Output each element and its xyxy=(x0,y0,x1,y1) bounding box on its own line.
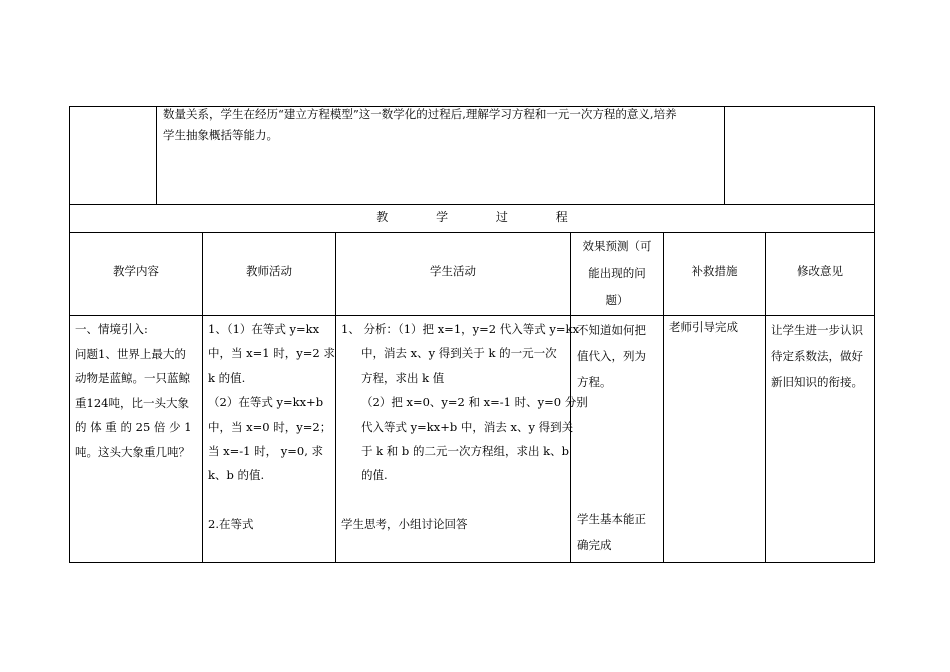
objectives-line: 学生抽象概括等能力。 xyxy=(163,128,278,142)
student-line: 代入等式 y=kx+b 中，消去 x、y 得到关 xyxy=(361,419,574,434)
teacher-line: 中，当 x=1 时，y=2 求 xyxy=(208,346,335,361)
teacher-line xyxy=(208,488,335,512)
objectives-line: 数量关系，学生在经历“建立方程模型”这一数学化的过程后,理解学习方程和一元一次方程的意义,培养 xyxy=(163,107,677,121)
student-line: 方程，求出 k 值 xyxy=(361,370,445,385)
content-line: 重124吨，比一头大象 xyxy=(75,395,189,410)
cell-content xyxy=(75,317,192,464)
student-line xyxy=(341,488,588,512)
cell-remedy xyxy=(669,317,738,338)
student-line: 的值. xyxy=(361,468,388,483)
cell-effect-top xyxy=(577,317,646,395)
teacher-line: k、b 的值. xyxy=(208,468,265,483)
objectives-text xyxy=(163,104,677,146)
student-line: 中，消去 x、y 得到关于 k 的一元一次 xyxy=(361,346,557,361)
student-line: （2）把 x=0、y=2 和 x=-1 时、y=0 分别 xyxy=(361,395,588,410)
effect-line: 值代入，列为 xyxy=(577,349,646,363)
section-title: 教 学 过 程 xyxy=(376,210,590,224)
effect-line: 确完成 xyxy=(577,538,612,552)
border-bottom xyxy=(69,562,875,563)
border-left xyxy=(69,106,70,563)
effect-line: 不知道如何把 xyxy=(577,323,646,337)
content-line: 动物是蓝鲸。一只蓝鲸 xyxy=(75,371,190,385)
objectives-divider-right xyxy=(724,106,725,204)
border-title-bottom xyxy=(69,232,875,233)
header-student: 学生活动 xyxy=(430,264,476,278)
remedy-line: 老师引导完成 xyxy=(669,320,738,334)
effect-line: 学生基本能正 xyxy=(577,512,646,526)
header-revise: 修改意见 xyxy=(797,264,843,278)
effect-line: 方程。 xyxy=(577,375,612,389)
header-content: 教学内容 xyxy=(113,264,159,278)
student-line: 于 k 和 b 的二元一次方程组，求出 k、b xyxy=(361,444,569,459)
objectives-divider-left xyxy=(156,106,157,204)
header-remedy: 补救措施 xyxy=(691,264,738,278)
content-line: 一、情境引入: xyxy=(75,322,148,336)
revise-line: 新旧知识的衔接。 xyxy=(771,375,863,389)
header-teacher: 教师活动 xyxy=(246,264,292,278)
col-divider-2 xyxy=(335,232,336,562)
teacher-line: （2）在等式 y=kx+b xyxy=(208,395,324,410)
cell-student xyxy=(341,317,588,537)
teacher-line: k 的值. xyxy=(208,370,246,385)
border-header-bottom xyxy=(69,315,875,316)
student-line: 1、 分析：（1）把 x=1，y=2 代入等式 y=kx xyxy=(341,322,579,336)
student-line: 学生思考，小组讨论回答 xyxy=(341,517,468,532)
revise-line: 待定系数法，做好 xyxy=(771,349,863,363)
teacher-line: 2.在等式 xyxy=(208,517,254,532)
revise-line: 让学生进一步认识 xyxy=(771,323,863,337)
header-effect-line: 能出现的问 xyxy=(588,266,646,280)
border-right xyxy=(874,106,875,563)
content-line: 问题1、世界上最大的 xyxy=(75,346,186,361)
cell-revise xyxy=(771,317,863,395)
header-effect-line: 题） xyxy=(605,293,629,307)
col-divider-1 xyxy=(202,232,203,562)
content-line: 的 体 重 的 25 倍 少 1 xyxy=(75,420,192,434)
header-effect-line: 效果预测（可 xyxy=(582,239,652,253)
header-effect xyxy=(571,233,663,314)
teacher-line: 1、（1）在等式 y=kx xyxy=(208,322,320,336)
teacher-line: 当 x=-1 时， y=0, 求 xyxy=(208,444,324,459)
teacher-line: 中，当 x=0 时，y=2； xyxy=(208,419,332,434)
cell-teacher xyxy=(208,317,335,537)
cell-effect-bottom xyxy=(577,506,646,558)
content-line: 吨。这头大象重几吨？ xyxy=(75,444,190,459)
col-divider-5 xyxy=(765,232,766,562)
col-divider-4 xyxy=(663,232,664,562)
border-objectives-bottom xyxy=(69,204,875,205)
